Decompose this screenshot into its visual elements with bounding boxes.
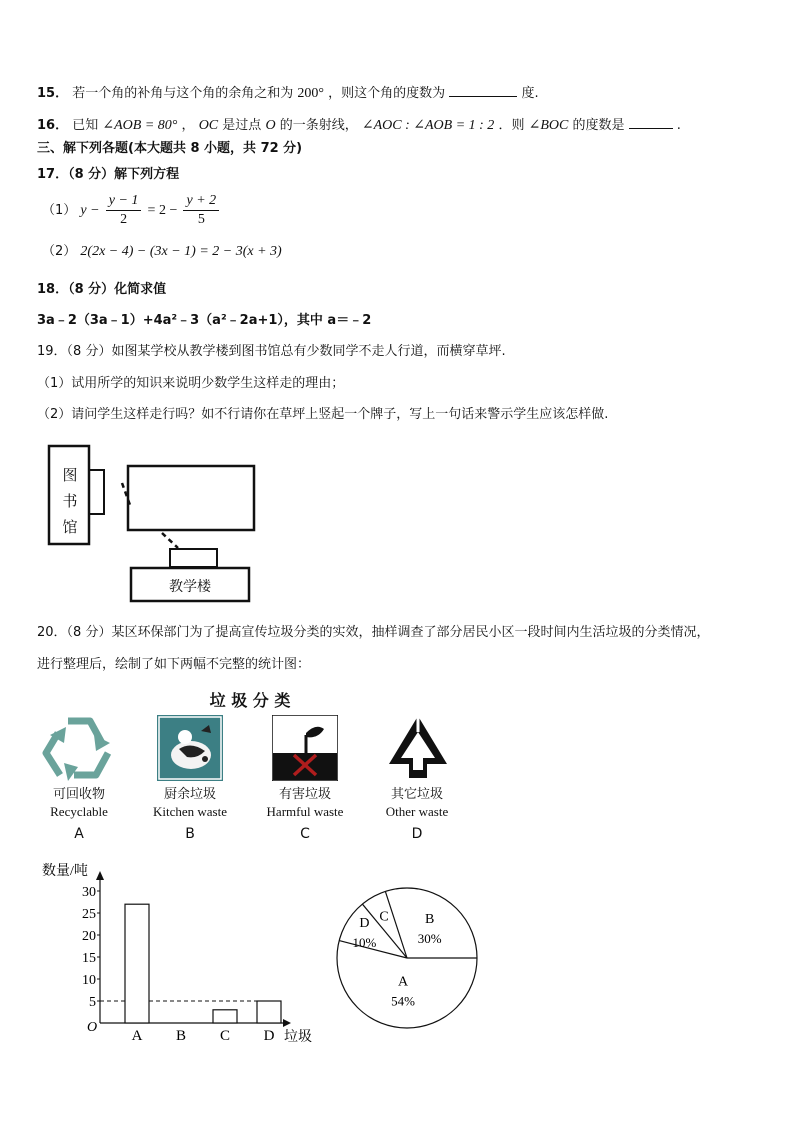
y-axis-label: 数量/吨 (42, 864, 88, 879)
category-a-caption (38, 786, 120, 843)
equation-term: y − (80, 203, 100, 218)
x-tick-label: C (219, 1028, 231, 1044)
pie-value-a: 54% (391, 993, 415, 1009)
answer-blank[interactable] (449, 82, 517, 97)
question-text: ，则这个角的度数为 (328, 86, 446, 101)
angle-boc: ∠BOC (528, 118, 569, 133)
pie-label-b: B (424, 911, 435, 927)
denominator: 2 (120, 212, 128, 227)
question-number: 16． (37, 118, 69, 133)
question-16 (37, 114, 681, 135)
kitchen-waste-icon (157, 715, 223, 781)
numerator: y + 2 (183, 192, 219, 211)
equation-term: = 2 − (147, 203, 178, 218)
sort-title: 垃 圾 分 类 (209, 691, 291, 710)
pie-chart (330, 880, 490, 1040)
question-tail: 度. (521, 86, 539, 101)
category-cn: 厨余垃圾 (163, 787, 216, 802)
numerator: y − 1 (106, 192, 142, 211)
x-tick-label: B (175, 1028, 187, 1044)
category-cn: 有害垃圾 (278, 787, 331, 802)
category-letter: C (300, 826, 310, 842)
angle-aob: ∠AOB = 80° (102, 118, 178, 133)
category-d-caption (370, 786, 464, 843)
bar-chart (30, 855, 330, 1050)
part-label: （1） (42, 203, 77, 218)
ray-oc: OC (198, 118, 219, 133)
question-text: 是过点 (222, 118, 262, 133)
x-tick-label: D (263, 1028, 275, 1044)
category-cn: 其它垃圾 (390, 787, 443, 802)
category-c-caption (255, 786, 355, 843)
question-20-heading-2: 进行整理后，绘制了如下两幅不完整的统计图： (37, 657, 311, 672)
pie-label-c: C (379, 909, 389, 925)
y-tick-label: 25 (82, 907, 96, 922)
category-letter: A (74, 826, 84, 842)
building-entrance (170, 549, 217, 567)
recycle-icon (38, 713, 120, 783)
question-text: 已知 (72, 118, 99, 133)
equation-2 (42, 243, 282, 261)
category-b-caption (140, 786, 240, 843)
question-19-part-1: （1）试用所学的知识来说明少数学生这样走的理由； (37, 376, 345, 391)
question-text: ．则 (498, 118, 525, 133)
category-en: Recyclable (50, 804, 108, 819)
x-axis-label: 垃圾 (284, 1030, 312, 1045)
question-text: 的一条射线， (279, 118, 358, 133)
question-tail: . (676, 118, 681, 133)
denominator: 5 (197, 212, 205, 227)
pie-label-d: D (359, 915, 370, 931)
category-letter: B (185, 826, 195, 842)
fraction (183, 192, 219, 229)
y-tick-label: 5 (89, 995, 96, 1010)
category-en: Other waste (385, 804, 449, 819)
library-entrance (89, 470, 104, 514)
y-tick-label: 20 (82, 929, 96, 944)
angle-sum-value: 200° (297, 86, 324, 101)
question-20-heading: 20．（8 分）某区环保部门为了提高宣传垃圾分类的实效，抽样调查了部分居民小区一段时间内生活垃圾的分类情况， (37, 625, 710, 640)
category-cn: 可回收物 (52, 787, 105, 802)
library-char: 图 (62, 466, 78, 484)
question-text: ， (181, 118, 195, 133)
teaching-building-label: 教学楼 (169, 579, 211, 595)
equation-1 (42, 192, 221, 229)
y-axis-arrow (96, 871, 104, 880)
pie-value-b: 30% (417, 930, 442, 946)
section-heading: 三、解下列各题(本大题共 8 小题，共 72 分) (37, 141, 303, 156)
origin-label: O (87, 1020, 98, 1035)
point-o: O (265, 118, 276, 133)
x-tick-label: A (131, 1028, 143, 1044)
other-waste-icon (385, 712, 451, 784)
bar-d (257, 1001, 281, 1023)
question-18-expression: 3a﹣2（3a﹣1）+4a²﹣3（a²﹣2a+1），其中 a＝﹣2 (37, 313, 372, 328)
question-19-heading: 19．（8 分）如图某学校从教学楼到图书馆总有少数同学不走人行道，而横穿草坪. (37, 344, 506, 359)
y-tick-label: 30 (82, 885, 96, 900)
library-label (51, 462, 89, 540)
pie-value-d: 10% (352, 934, 377, 950)
shortcut-path (122, 483, 130, 505)
x-axis-arrow (283, 1019, 291, 1027)
category-en: Kitchen waste (152, 804, 227, 819)
category-en: Harmful waste (266, 804, 344, 819)
part-label: （2） (42, 244, 77, 259)
shortcut-path (162, 533, 178, 548)
bar-a (125, 904, 149, 1023)
question-18-heading: 18．（8 分）化简求值 (37, 282, 167, 297)
harmful-waste-icon (272, 715, 338, 781)
question-text: 若一个角的补角与这个角的余角之和为 (72, 86, 294, 101)
library-char: 馆 (62, 518, 78, 536)
question-number: 15． (37, 86, 69, 101)
lawn-box (128, 466, 254, 530)
category-letter: D (411, 826, 423, 842)
question-15 (37, 82, 539, 103)
bar-c (213, 1010, 237, 1023)
angle-ratio: ∠AOC : ∠AOB = 1 : 2 (361, 118, 495, 133)
pie-label-a: A (397, 974, 409, 990)
fraction (106, 192, 142, 229)
equation-text: 2(2x − 4) − (3x − 1) = 2 − 3(x + 3) (80, 244, 282, 259)
y-tick-label: 10 (82, 973, 96, 988)
y-tick-label: 15 (82, 951, 96, 966)
question-17-heading: 17．（8 分）解下列方程 (37, 167, 180, 182)
question-text: 的度数是 (572, 118, 625, 133)
question-19-part-2: （2）请问学生这样走行吗？如不行请你在草坪上竖起一个牌子，写上一句话来警示学生应该怎样做. (37, 407, 609, 422)
library-char: 书 (62, 492, 78, 510)
answer-blank[interactable] (629, 114, 673, 129)
